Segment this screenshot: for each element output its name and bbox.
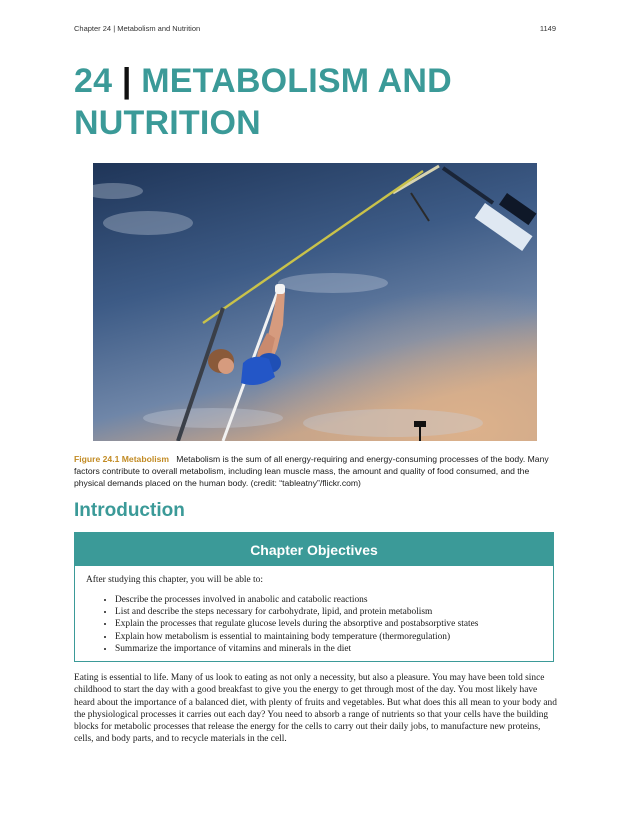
objective-item: • Explain the processes that regulate glucose levels during the absorptive and postabsorptive states — [115, 618, 478, 630]
introduction-heading: Introduction — [74, 500, 185, 521]
chapter-objectives-box — [74, 532, 554, 662]
chapter-title-text: METABOLISM AND NUTRITION — [74, 62, 452, 142]
objective-item: • List and describe the steps necessary for carbohydrate, lipid, and protein metabolism — [115, 606, 478, 618]
title-separator: | — [121, 62, 132, 100]
running-head — [74, 24, 556, 33]
chapter-title — [74, 60, 574, 144]
figure-caption-text: Metabolism is the sum of all energy-requiring and energy-consuming processes of the body. Many factors contribute to overall metabolism, including lean muscle mass, the amount and quality of food consumed, and the physical demands placed on the human body. (credit: “tableatny”/flickr.com) — [74, 454, 549, 488]
figure-photo-pole-vaulter — [93, 163, 537, 441]
chapter-objectives-header: Chapter Objectives — [75, 533, 553, 566]
objectives-list — [101, 594, 478, 655]
objective-item: • Summarize the importance of vitamins and minerals in the diet — [115, 643, 478, 655]
chapter-number: 24 — [74, 62, 113, 100]
objectives-intro: After studying this chapter, you will be able to: — [86, 575, 263, 585]
horizon-glow — [93, 163, 537, 441]
objective-item: • Describe the processes involved in anabolic and catabolic reactions — [115, 594, 478, 606]
figure-caption — [74, 454, 558, 489]
page-number: 1149 — [539, 24, 556, 33]
objective-item: • Explain how metabolism is essential to maintaining body temperature (thermoregulation) — [115, 631, 478, 643]
running-head-chapter: Chapter 24 | Metabolism and Nutrition — [74, 24, 201, 33]
figure-label: Figure 24.1 Metabolism — [74, 454, 170, 464]
intro-paragraph: Eating is essential to life. Many of us look to eating as not only a necessity, but also a pleasure. You may have been told since childhood to start the day with a good breakfast to give you the energy to get through most of the day. You most likely have heard about the importance of a balanced diet, with plenty of fruits and vegetables. But what does this all mean to your body and the physiological processes it carries out each day? You need to absorb a range of nutrients so that your cells have the building blocks for metabolic processes that release the energy for the cells to carry out their daily jobs, to manufacture new proteins, cells, and body parts, and to recycle materials in the cell. — [74, 673, 557, 745]
